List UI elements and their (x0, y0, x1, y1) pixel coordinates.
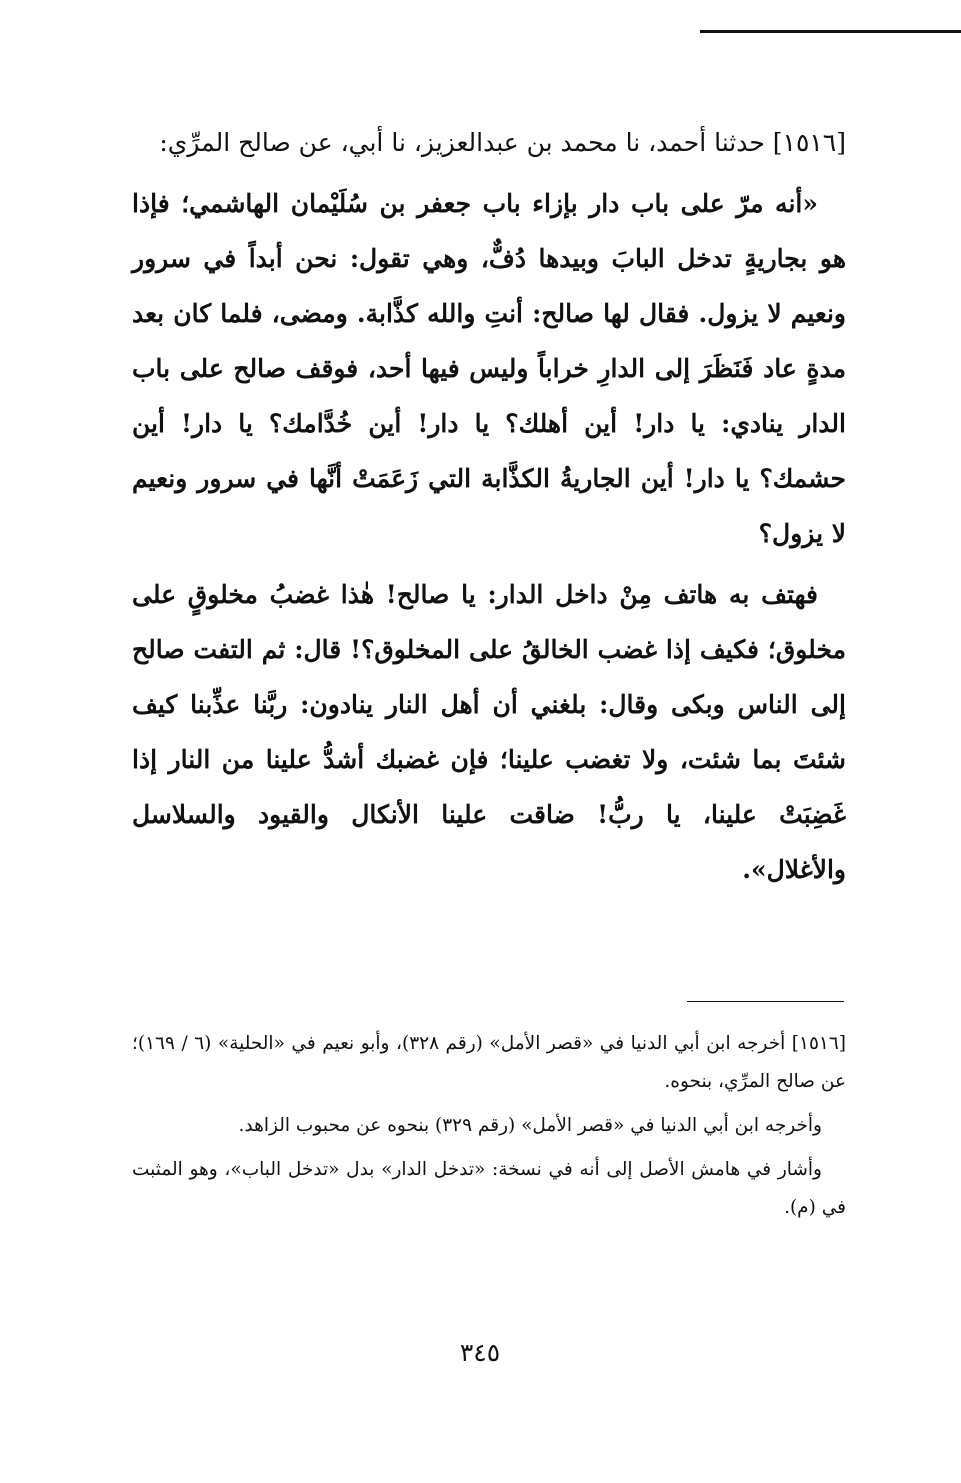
page-number: ٣٤٥ (459, 1338, 501, 1367)
paragraph-story: «أنه مرّ على باب دار بإزاء باب جعفر بن سُلَيْمان الهاشمي؛ فإذا هو بجاريةٍ تدخل البابَ وبيدها دُفٌّ، وهي تقول: نحن أبداً في سرور ونعيم لا يزول. فقال لها صالح: أنتِ والله كذَّابة. ومضى، فلما كان بعد مدةٍ عاد فَنَظَرَ إلى الدارِ خراباً وليس فيها أحد، فوقف صالح على باب الدار ينادي: يا دار! أين أهلك؟ يا دار! أين خُدَّامك؟ يا دار! أين حشمك؟ يا دار! أين الجاريةُ الكذَّابة التي زَعَمَتْ أنَّها في سرور ونعيم لا يزول؟ (132, 189, 846, 548)
footnote-item: [١٥١٦] أخرجه ابن أبي الدنيا في «قصر الأمل» (رقم ٣٢٨)، وأبو نعيم في «الحلية» (٦ / ١٦٩)؛ عن صالح المرِّي، بنحوه. (132, 1033, 846, 1092)
footnote-item: وأخرجه ابن أبي الدنيا في «قصر الأمل» (رقم ٣٢٩) بنحوه عن محبوب الزاهد. (238, 1115, 822, 1136)
main-text (132, 115, 846, 903)
narration-chain: [١٥١٦] حدثنا أحمد، نا محمد بن عبدالعزيز، نا أبي، عن صالح المرِّي: (159, 128, 846, 157)
footnote-item: وأشار في هامش الأصل إلى أنه في نسخة: «تدخل الدار» بدل «تدخل الباب»، وهو المثبت في (م). (132, 1159, 846, 1218)
paragraph-voice: فهتف به هاتف مِنْ داخل الدار: يا صالح! هٰذا غضبُ مخلوقٍ على مخلوق؛ فكيف إذا غضب الخالقُ على المخلوق؟! قال: ثم التفت صالح إلى الناس وبكى وقال: بلغني أن أهل النار ينادون: ربَّنا عذِّبنا كيف شئتَ بما شئت، ولا تغضب علينا؛ فإن غضبك أشدُّ علينا من النار إذا غَضِبَتْ علينا، يا ربُّ! ضاقت علينا الأنكال والقيود والسلاسل والأغلال». (132, 580, 846, 884)
footnote-divider (687, 1001, 844, 1002)
footnotes (132, 1025, 846, 1233)
top-rule (700, 30, 961, 33)
